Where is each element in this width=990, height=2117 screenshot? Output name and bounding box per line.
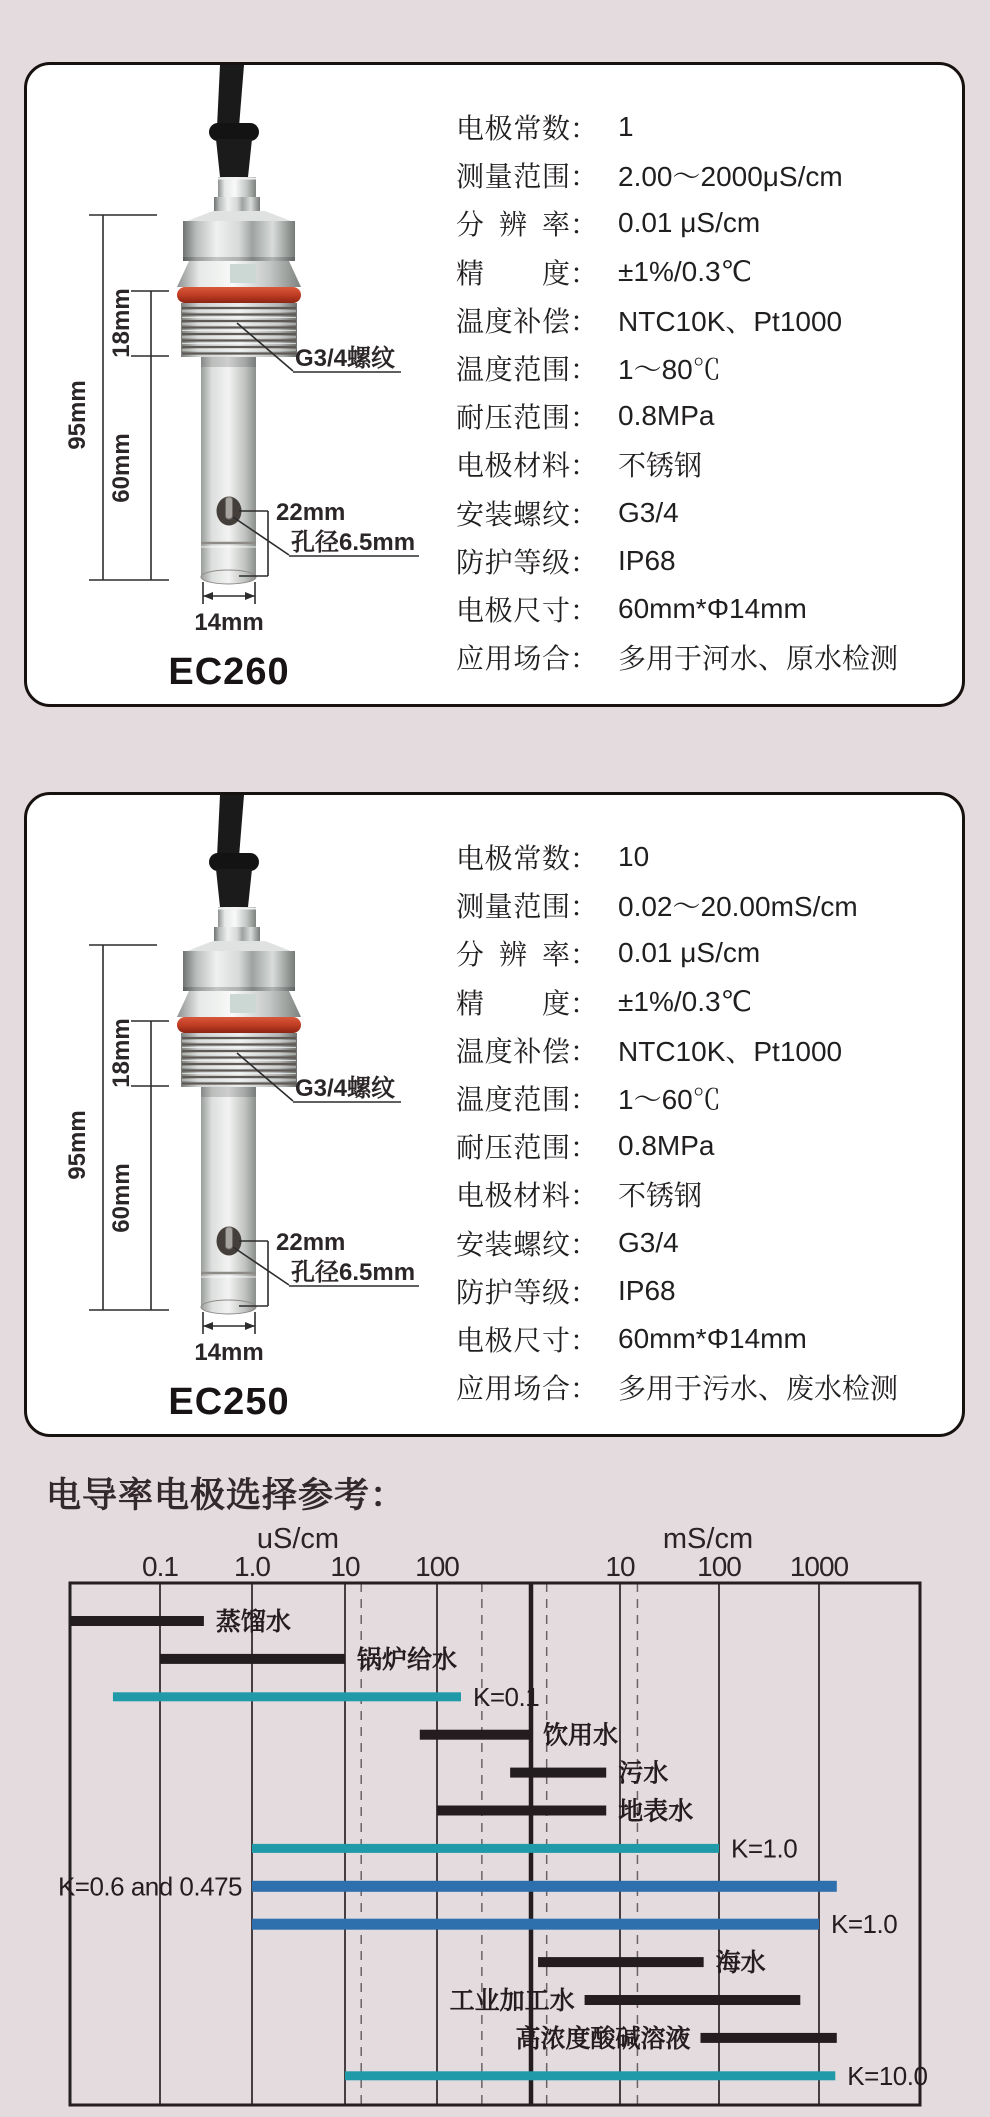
arrow-right-icon bbox=[245, 592, 255, 600]
bar-label: 污水 bbox=[618, 1759, 669, 1788]
spec-colon: ： bbox=[570, 987, 599, 1019]
spec-value: G3/4 bbox=[618, 1226, 679, 1258]
flare-highlight bbox=[230, 264, 256, 283]
spec-value: 0.8MPa bbox=[618, 1130, 715, 1162]
spec-value: 0.01 μS/cm bbox=[618, 207, 761, 239]
dim-overall: 95mm bbox=[64, 1110, 91, 1180]
hex-nut-bevel bbox=[187, 941, 291, 951]
range-bar-application bbox=[700, 2033, 836, 2043]
x-tick: 10 bbox=[605, 1551, 635, 1582]
hex-nut-shadow bbox=[183, 257, 295, 261]
hex-nut-bevel bbox=[187, 211, 291, 221]
range-bar-application bbox=[160, 1654, 345, 1664]
range-bar-application bbox=[585, 1995, 801, 2005]
spec-label: 电 极 材 料 bbox=[456, 450, 570, 482]
range-bar-electrode_teal bbox=[252, 1844, 719, 1853]
range-bar-electrode_teal bbox=[345, 2071, 835, 2080]
spec-colon: ： bbox=[570, 1324, 599, 1356]
spec-row bbox=[456, 1267, 956, 1315]
dim-hole-diameter: 孔径6.5mm bbox=[291, 1259, 416, 1286]
x-tick: 100 bbox=[415, 1551, 459, 1582]
range-bar-application bbox=[70, 1616, 204, 1626]
spec-row bbox=[456, 489, 956, 537]
dim-shaft-length: 60mm bbox=[108, 1163, 135, 1233]
flare-highlight bbox=[230, 994, 256, 1013]
spec-label: 温 度 范 围 bbox=[456, 354, 570, 386]
range-bar-application bbox=[510, 1768, 606, 1778]
electrode-photo bbox=[27, 795, 467, 1445]
dim-hole-diameter: 孔径6.5mm bbox=[291, 529, 416, 556]
spec-value: IP68 bbox=[618, 1274, 676, 1306]
spec-value: NTC10K、Pt1000 bbox=[618, 305, 843, 337]
spec-list bbox=[456, 103, 956, 681]
arrow-right-icon bbox=[245, 1322, 255, 1330]
o-ring bbox=[177, 1017, 301, 1033]
range-bar-electrode_teal bbox=[113, 1692, 461, 1701]
thread-section bbox=[181, 1033, 297, 1087]
bar-label: K=0.6 and 0.475 bbox=[57, 1871, 242, 1902]
range-bar-electrode_blue bbox=[252, 1919, 819, 1930]
spec-label: 防 护 等 级 bbox=[456, 546, 570, 578]
product-card-ec260 bbox=[24, 62, 965, 707]
spec-row bbox=[456, 199, 956, 247]
o-ring bbox=[177, 287, 301, 303]
dim-thread-note: G3/4螺纹 bbox=[295, 345, 396, 372]
spec-row bbox=[456, 1122, 956, 1170]
dim-hole-offset: 22mm bbox=[276, 1229, 346, 1256]
hex-nut bbox=[183, 951, 295, 991]
spec-value: 2.00～2000μS/cm bbox=[618, 161, 843, 193]
spec-value: G3/4 bbox=[618, 496, 679, 528]
spec-row bbox=[456, 344, 956, 392]
bar-label: 高浓度酸碱溶液 bbox=[515, 2024, 691, 2053]
spec-label: 防 护 等 级 bbox=[456, 1276, 570, 1308]
cable-boot-ring bbox=[209, 853, 259, 871]
thread-section bbox=[181, 303, 297, 357]
spec-value: 0.8MPa bbox=[618, 400, 715, 432]
spec-row bbox=[456, 881, 956, 929]
range-bar-application bbox=[538, 1957, 704, 1967]
spec-colon: ： bbox=[570, 305, 599, 337]
spec-colon: ： bbox=[570, 498, 599, 530]
hex-nut bbox=[183, 221, 295, 261]
spec-colon: ： bbox=[570, 113, 599, 145]
spec-label: 温 度 补 偿 bbox=[456, 305, 570, 337]
cable bbox=[217, 65, 244, 127]
spec-value: ±1%/0.3℃ bbox=[618, 256, 752, 288]
bar-label: K=0.1 bbox=[472, 1681, 540, 1712]
spec-row bbox=[456, 1026, 956, 1074]
spec-label: 温 度 补 偿 bbox=[456, 1035, 570, 1067]
conductivity-range-chart bbox=[0, 1460, 990, 2117]
spec-row bbox=[456, 1219, 956, 1267]
spec-row bbox=[456, 585, 956, 633]
cable-boot bbox=[216, 139, 252, 177]
spec-value: 多用于污水、废水检测 bbox=[618, 1373, 899, 1405]
spec-label: 测 量 范 围 bbox=[456, 161, 570, 193]
spec-label: 精 度 bbox=[456, 257, 570, 289]
cable-boot bbox=[216, 869, 252, 907]
range-bar-electrode_blue bbox=[252, 1881, 837, 1892]
cable-boot-ring bbox=[209, 123, 259, 141]
spec-label: 分 辨 率 bbox=[456, 939, 570, 971]
spec-label: 应 用 场 合 bbox=[456, 1373, 570, 1405]
photo-area-ec260 bbox=[27, 65, 467, 715]
spec-label: 应 用 场 合 bbox=[456, 643, 570, 675]
spec-colon: ： bbox=[570, 402, 599, 434]
dim-shaft-length: 60mm bbox=[108, 433, 135, 503]
dim-tip-diameter: 14mm bbox=[194, 609, 264, 636]
spec-colon: ： bbox=[570, 1180, 599, 1212]
spec-value: 不锈钢 bbox=[618, 1180, 703, 1212]
range-bar-application bbox=[437, 1806, 606, 1816]
dim-overall: 95mm bbox=[64, 380, 91, 450]
dim-thread-length: 18mm bbox=[108, 1018, 135, 1088]
hex-nut-shadow bbox=[183, 987, 295, 991]
product-card-ec250 bbox=[24, 792, 965, 1437]
spec-colon: ： bbox=[570, 209, 599, 241]
x-tick: 1000 bbox=[789, 1551, 849, 1582]
unit-label: mS/cm bbox=[662, 1523, 754, 1555]
spec-colon: ： bbox=[570, 354, 599, 386]
spec-row bbox=[456, 1363, 956, 1411]
bar-label: K=1.0 bbox=[731, 1833, 798, 1864]
dim-hole-offset: 22mm bbox=[276, 499, 346, 526]
arrow-left-icon bbox=[203, 592, 213, 600]
spec-value: 1 bbox=[618, 111, 634, 143]
spec-label: 精 度 bbox=[456, 987, 570, 1019]
spec-row bbox=[456, 1170, 956, 1218]
spec-label: 电 极 尺 寸 bbox=[456, 594, 570, 626]
spec-colon: ： bbox=[570, 257, 599, 289]
spec-row bbox=[456, 392, 956, 440]
bar-label: 蒸馏水 bbox=[215, 1608, 291, 1636]
spec-colon: ： bbox=[570, 450, 599, 482]
arrow-left-icon bbox=[203, 1322, 213, 1330]
chart-title: 电导率电极选择参考： bbox=[46, 1476, 407, 1515]
spec-value: 不锈钢 bbox=[618, 450, 703, 482]
spec-colon: ： bbox=[570, 1276, 599, 1308]
dim-thread-note: G3/4螺纹 bbox=[295, 1075, 396, 1102]
spec-row bbox=[456, 978, 956, 1026]
bar-label: K=10.0 bbox=[847, 2060, 928, 2091]
spec-row bbox=[456, 296, 956, 344]
spec-row bbox=[456, 248, 956, 296]
model-name: EC260 bbox=[168, 651, 290, 693]
spec-value: 60mm*Φ14mm bbox=[618, 592, 807, 624]
photo-area-ec250 bbox=[27, 795, 467, 1445]
model-name: EC250 bbox=[168, 1381, 290, 1423]
range-bar-application bbox=[420, 1730, 531, 1740]
spec-colon: ： bbox=[570, 1132, 599, 1164]
spec-list bbox=[456, 833, 956, 1411]
bar-label: 饮用水 bbox=[543, 1721, 619, 1750]
spec-colon: ： bbox=[570, 1373, 599, 1405]
spec-value: NTC10K、Pt1000 bbox=[618, 1035, 843, 1067]
spec-value: 1～80℃ bbox=[618, 354, 721, 386]
spec-value: 1～60℃ bbox=[618, 1084, 721, 1116]
spec-label: 安 装 螺 纹 bbox=[456, 498, 570, 530]
spec-value: 10 bbox=[618, 841, 650, 873]
spec-label: 耐 压 范 围 bbox=[456, 402, 570, 434]
spec-value: 多用于河水、原水检测 bbox=[618, 643, 899, 675]
spec-value: ±1%/0.3℃ bbox=[618, 986, 752, 1018]
spec-colon: ： bbox=[570, 546, 599, 578]
x-tick: 10 bbox=[330, 1551, 360, 1582]
bar-label: K=1.0 bbox=[831, 1909, 898, 1940]
spec-row bbox=[456, 440, 956, 488]
spec-value: 60mm*Φ14mm bbox=[618, 1322, 807, 1354]
spec-colon: ： bbox=[570, 643, 599, 675]
spec-colon: ： bbox=[570, 1035, 599, 1067]
bar-label: 工业加工水 bbox=[449, 1987, 575, 2015]
spec-value: IP68 bbox=[618, 544, 676, 576]
bar-label: 海水 bbox=[715, 1949, 766, 1978]
spec-label: 电 极 常 数 bbox=[456, 843, 570, 875]
dim-tip-diameter: 14mm bbox=[194, 1339, 264, 1366]
spec-row bbox=[456, 1074, 956, 1122]
spec-colon: ： bbox=[570, 891, 599, 923]
spec-label: 安 装 螺 纹 bbox=[456, 1228, 570, 1260]
spec-colon: ： bbox=[570, 1084, 599, 1116]
spec-row bbox=[456, 633, 956, 681]
x-tick: 0.1 bbox=[142, 1551, 178, 1582]
spec-row bbox=[456, 929, 956, 977]
bar-label: 锅炉给水 bbox=[357, 1645, 458, 1674]
spec-colon: ： bbox=[570, 161, 599, 193]
spec-label: 温 度 范 围 bbox=[456, 1084, 570, 1116]
electrode-shaft bbox=[201, 1087, 256, 1314]
dim-thread-length: 18mm bbox=[108, 288, 135, 358]
x-tick: 100 bbox=[697, 1551, 741, 1582]
spec-label: 耐 压 范 围 bbox=[456, 1132, 570, 1164]
spec-colon: ： bbox=[570, 594, 599, 626]
spec-value: 0.02～20.00mS/cm bbox=[618, 891, 858, 923]
spec-row bbox=[456, 151, 956, 199]
spec-label: 电 极 尺 寸 bbox=[456, 1324, 570, 1356]
spec-label: 电 极 材 料 bbox=[456, 1180, 570, 1212]
unit-label: uS/cm bbox=[256, 1523, 340, 1555]
spec-label: 测 量 范 围 bbox=[456, 891, 570, 923]
spec-colon: ： bbox=[570, 939, 599, 971]
spec-value: 0.01 μS/cm bbox=[618, 937, 761, 969]
spec-label: 分 辨 率 bbox=[456, 209, 570, 241]
spec-colon: ： bbox=[570, 1228, 599, 1260]
spec-row bbox=[456, 1315, 956, 1363]
spec-row bbox=[456, 833, 956, 881]
cable bbox=[217, 795, 244, 857]
spec-label: 电 极 常 数 bbox=[456, 113, 570, 145]
x-tick: 1.0 bbox=[234, 1551, 270, 1582]
electrode-shaft bbox=[201, 357, 256, 584]
spec-row bbox=[456, 103, 956, 151]
spec-row bbox=[456, 537, 956, 585]
electrode-photo bbox=[27, 65, 467, 715]
spec-colon: ： bbox=[570, 843, 599, 875]
bar-label: 地表水 bbox=[618, 1797, 694, 1826]
